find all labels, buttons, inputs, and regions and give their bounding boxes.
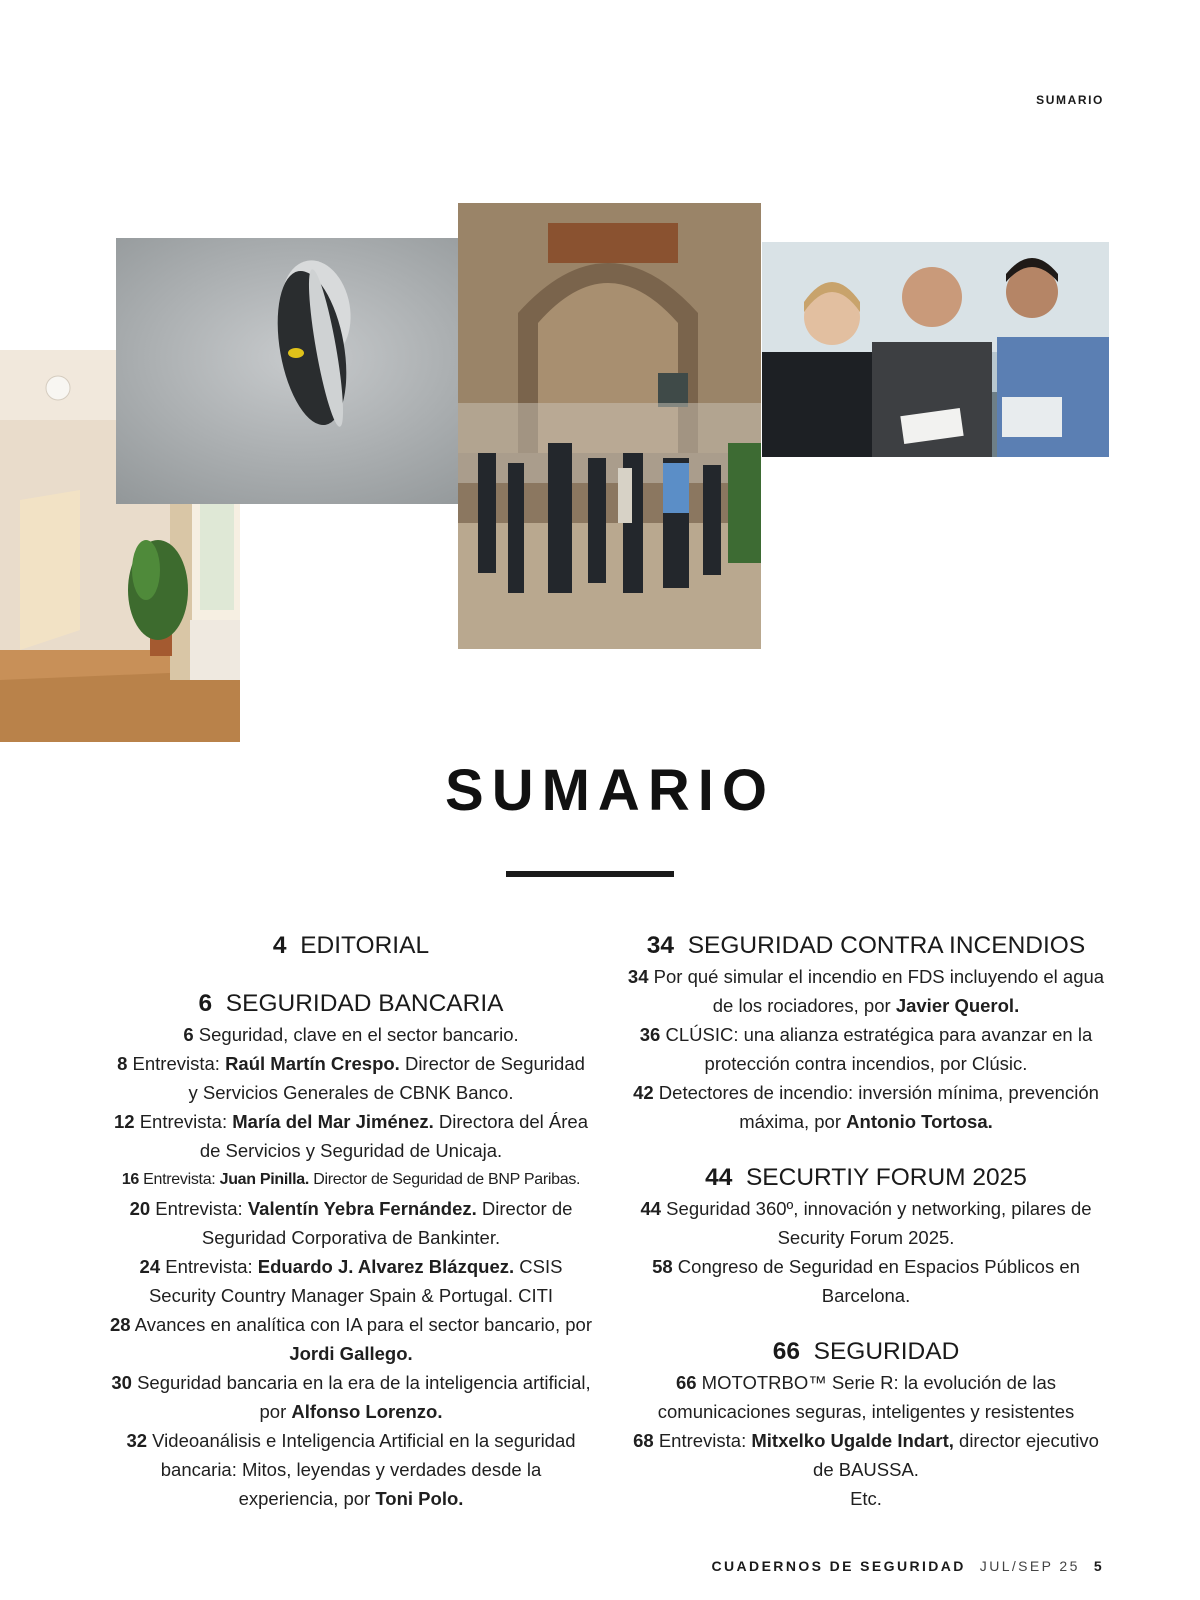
toc-entry (625, 1252, 1107, 1310)
toc-section-heading (625, 1162, 1107, 1194)
toc-entry-bold: Alfonso Lorenzo. (291, 1401, 443, 1422)
toc-section-page: 66 (772, 1338, 800, 1365)
toc-entry (110, 1368, 592, 1426)
toc-entry-bold: Juan Pinilla. (219, 1171, 310, 1188)
toc-entry-bold: 30 (111, 1372, 132, 1393)
toc-entry-bold: Toni Polo. (375, 1488, 464, 1509)
toc-entry-bold: Javier Querol. (895, 995, 1020, 1016)
toc-entry-bold: 6 (183, 1024, 194, 1045)
toc-entry-bold: 32 (126, 1430, 148, 1451)
toc-entry (110, 1020, 592, 1049)
toc-entry-text: Director de Seguridad y Servicios Generales de CBNK Banco. (188, 1053, 585, 1103)
toc-section-page: 34 (646, 932, 675, 959)
toc-section-heading (625, 930, 1107, 962)
toc-entry-bold: María del Mar Jiménez. (232, 1111, 434, 1132)
toc-entry-bold: 20 (129, 1198, 151, 1219)
toc-entry-text: Seguridad 360º, innovación y networking, pilares de Security Forum 2025. (661, 1198, 1092, 1248)
toc-section-title: SECURTIY FORUM 2025 (745, 1164, 1027, 1191)
toc-entry-text: Entrevista: (127, 1053, 226, 1074)
toc-entry-text: director ejecutivo de BAUSSA. (813, 1430, 1099, 1480)
toc-entry-bold: 36 (639, 1024, 661, 1045)
page-number: 5 (1093, 1558, 1104, 1574)
toc-entry-bold: 44 (640, 1198, 662, 1219)
toc-section-title: SEGURIDAD (813, 1338, 960, 1365)
toc-entry-text: Seguridad bancaria en la era de la inteligencia artificial, por (131, 1372, 591, 1422)
photo-business-meeting (762, 242, 1109, 457)
toc-entry-bold: 8 (117, 1053, 128, 1074)
photo-exhibition-hall (458, 203, 761, 649)
toc-section-title: EDITORIAL (300, 932, 430, 959)
toc-entry (625, 1426, 1107, 1484)
toc-entry-text: Congreso de Seguridad en Espacios Públicos en Barcelona. (672, 1256, 1080, 1306)
toc-entry (625, 1194, 1107, 1252)
toc-section-heading (110, 930, 592, 962)
toc-section-title: SEGURIDAD CONTRA INCENDIOS (687, 932, 1086, 959)
toc-section-page: 6 (198, 990, 213, 1017)
toc-entry-text: Entrevista: (150, 1198, 248, 1219)
toc-entry-bold: 34 (627, 966, 649, 987)
toc-entry-text: Seguridad, clave en el sector bancario. (193, 1024, 519, 1045)
footer-issue-date: JUL/SEP 25 (979, 1558, 1080, 1574)
toc-entry-bold: 24 (139, 1256, 161, 1277)
section-spacer (625, 1310, 1107, 1336)
toc-entry (625, 1020, 1107, 1078)
toc-entry-text: Entrevista: (653, 1430, 752, 1451)
toc-entry-bold: Valentín Yebra Fernández. (247, 1198, 477, 1219)
toc-entry-text: Entrevista: (160, 1256, 258, 1277)
toc-entry (625, 962, 1107, 1020)
toc-entry (110, 1252, 592, 1310)
toc-entry-text: MOTOTRBO™ Serie R: la evolución de las comunicaciones seguras, inteligentes y resistentes (657, 1372, 1075, 1422)
page-title: SUMARIO (445, 758, 775, 823)
toc-section-heading (110, 988, 592, 1020)
toc-left-column (110, 930, 592, 1513)
toc-entry (110, 1107, 592, 1165)
footer-magazine-name: CUADERNOS DE SEGURIDAD (711, 1558, 966, 1574)
toc-entry-text: Director de Seguridad Corporativa de Bankinter. (201, 1198, 573, 1248)
toc-right-column (625, 930, 1107, 1513)
toc-entry-text: Entrevista: (134, 1111, 233, 1132)
toc-entry (625, 1368, 1107, 1426)
toc-entry-bold: Raúl Martín Crespo. (225, 1053, 400, 1074)
toc-section-heading (625, 1336, 1107, 1368)
toc-entry-text: CSIS Security Country Manager Spain & Portugal. CITI (148, 1256, 563, 1306)
toc-entry-bold: 28 (110, 1314, 131, 1335)
toc-entry-bold: 66 (675, 1372, 697, 1393)
toc-entry (110, 1194, 592, 1252)
toc-entry-bold: 42 (633, 1082, 654, 1103)
toc-entry-text: CLÚSIC: una alianza estratégica para avanzar en la protección contra incendios, por Clúsic. (660, 1024, 1093, 1074)
toc-entry-bold: 16 (121, 1171, 140, 1188)
toc-entry-text: Etc. (850, 1488, 882, 1509)
toc-entry-bold: Jordi Gallego. (289, 1343, 413, 1364)
page-footer (712, 1558, 1104, 1574)
toc-section-page: 4 (272, 932, 287, 959)
toc-entry-text: Director de Seguridad de BNP Paribas. (309, 1171, 581, 1188)
section-spacer (110, 962, 592, 988)
toc-entry-text: Detectores de incendio: inversión mínima, prevención máxima, por (653, 1082, 1099, 1132)
toc-entry-bold: Eduardo J. Alvarez Blázquez. (257, 1256, 515, 1277)
toc-entry-text: Entrevista: (139, 1171, 220, 1188)
toc-entry (625, 1078, 1107, 1136)
toc-entry-text: Directora del Área de Servicios y Seguridad de Unicaja. (199, 1111, 589, 1161)
toc-entry-bold: 12 (113, 1111, 135, 1132)
toc-entry (110, 1310, 592, 1368)
toc-entry (110, 1165, 592, 1194)
toc-entry (110, 1049, 592, 1107)
toc-entry (625, 1484, 1107, 1513)
title-divider (506, 871, 674, 877)
toc-entry-bold: Antonio Tortosa. (846, 1111, 993, 1132)
toc-entry-text: Por qué simular el incendio en FDS incluyendo el agua de los rociadores, por (648, 966, 1105, 1016)
toc-entry-text: Videoanálisis e Inteligencia Artificial en la seguridad bancaria: Mitos, leyendas y verdades desde la experiencia, por (147, 1430, 576, 1509)
toc-section-title: SEGURIDAD BANCARIA (225, 990, 504, 1017)
toc-entry-bold: Mitxelko Ugalde Indart, (751, 1430, 954, 1451)
running-header-section: SUMARIO (1036, 93, 1104, 107)
toc-entry-text: Avances en analítica con IA para el sector bancario, por (130, 1314, 592, 1335)
section-spacer (625, 1136, 1107, 1162)
toc-section-page: 44 (705, 1164, 733, 1191)
toc-entry-bold: 68 (633, 1430, 654, 1451)
toc-entry (110, 1426, 592, 1513)
toc-entry-bold: 58 (652, 1256, 673, 1277)
